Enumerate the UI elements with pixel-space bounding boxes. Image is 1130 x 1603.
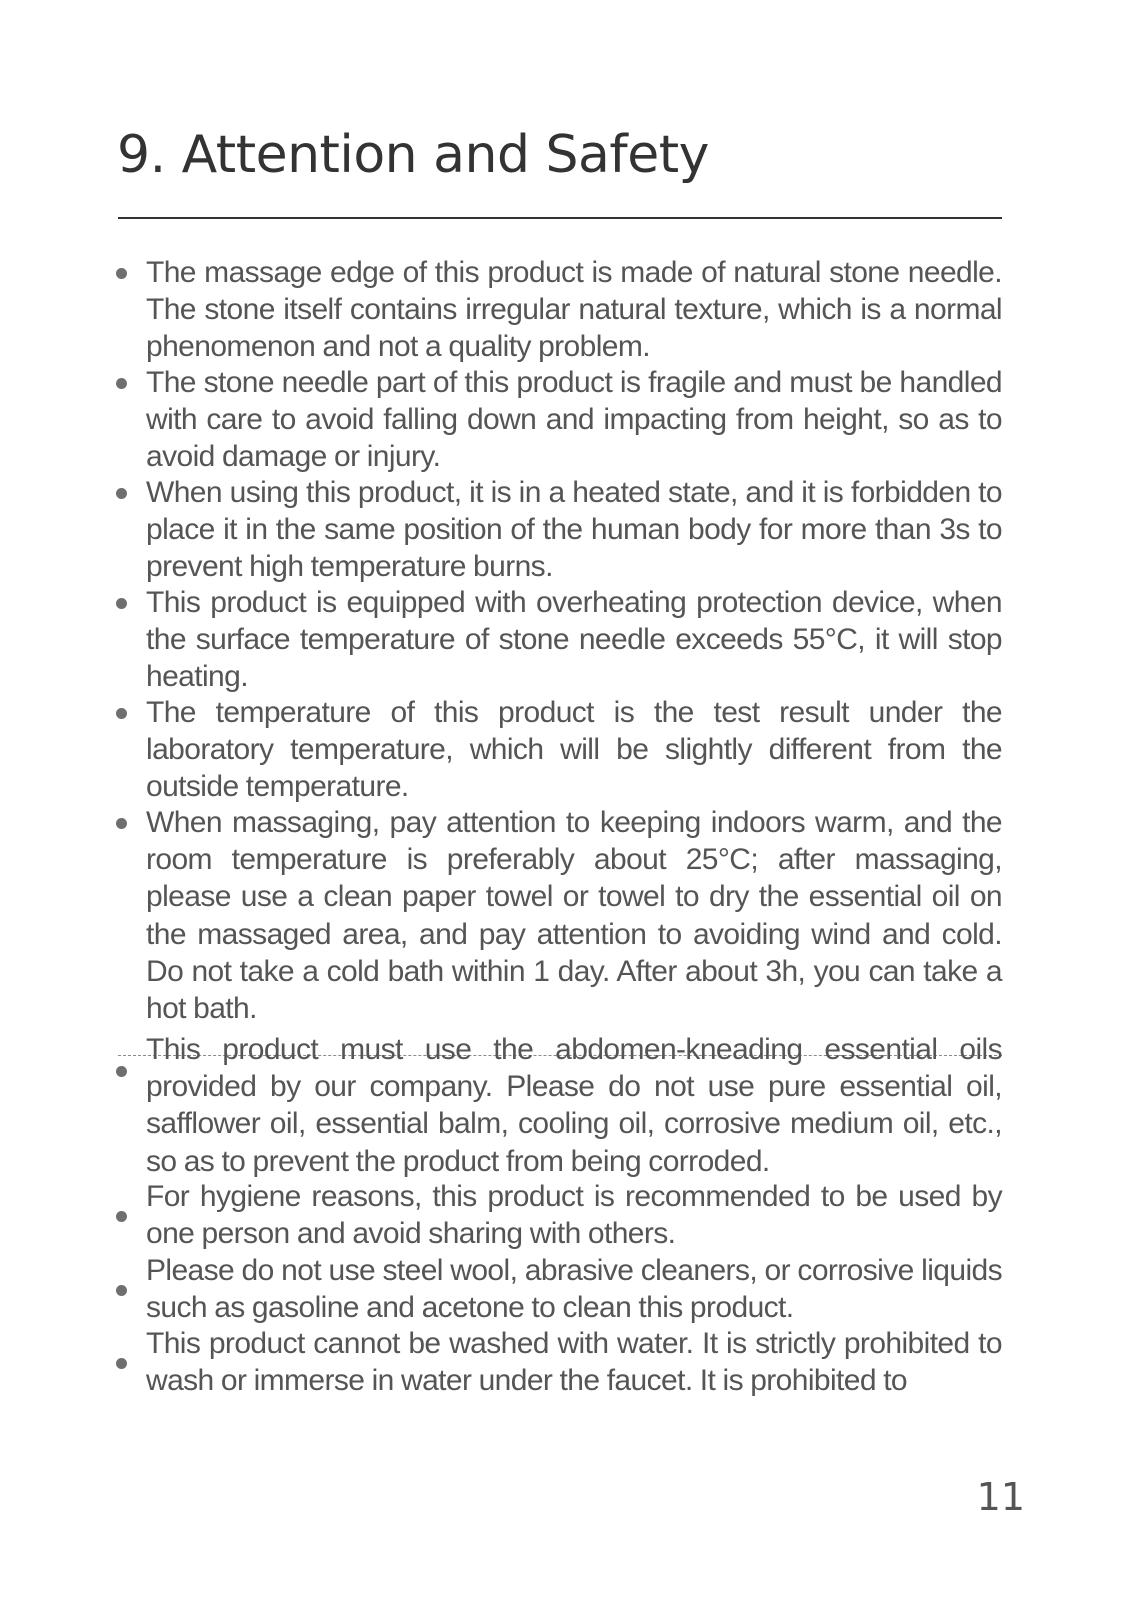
bullet-icon — [116, 268, 127, 279]
bullet-icon — [116, 598, 127, 609]
bullet-icon — [116, 1285, 127, 1296]
safety-item-text: The stone needle part of this product is fragile and must be handled with care to avoid falling down and impacting from height, so as to avoid damage or injury. — [146, 366, 1002, 474]
safety-item — [116, 364, 1002, 476]
bullet-icon — [116, 378, 127, 389]
safety-item-text: For hygiene reasons, this product is recommended to be used by one person and avoid sharing with others. — [146, 1180, 1002, 1251]
bullet-icon — [116, 1066, 127, 1077]
safety-item — [116, 1325, 1002, 1399]
safety-item-text: This product cannot be washed with water. It is strictly prohibited to wash or immerse in water under the faucet. It is prohibited to — [146, 1327, 1002, 1398]
bullet-icon — [116, 818, 127, 829]
safety-item-text: Please do not use steel wool, abrasive cleaners, or corrosive liquids such as gasoline and acetone to clean this product. — [146, 1254, 1002, 1325]
safety-item-text: The massage edge of this product is made of natural stone needle. The stone itself contains irregular natural texture, which is a normal phenomenon and not a quality problem. — [146, 256, 1002, 364]
safety-item-text: This product must use the abdomen-kneading essential oils provided by our company. Please do not use pure essential oil, safflower oil, essential balm, cooling oil, corrosive medium oil, etc., so as to prevent the product from being corroded. — [146, 1033, 1002, 1178]
safety-item-text: The temperature of this product is the test result under the laboratory temperature, which will be slightly different from the outside temperature. — [146, 696, 1002, 804]
bullet-icon — [116, 1358, 127, 1369]
safety-item — [116, 804, 1002, 1027]
safety-item — [116, 694, 1002, 806]
safety-item — [116, 1252, 1002, 1326]
safety-item-text: When using this product, it is in a heated state, and it is forbidden to place it in the same position of the human body for more than 3s to prevent high temperature burns. — [146, 476, 1002, 584]
safety-item — [116, 1178, 1002, 1252]
page-title: 9. Attention and Safety — [117, 125, 709, 185]
safety-item — [116, 474, 1002, 586]
safety-item-text: This product is equipped with overheating protection device, when the surface temperature of stone needle exceeds 55°C, it will stop heating. — [146, 586, 1002, 694]
safety-item — [116, 584, 1002, 696]
safety-item — [116, 1031, 1002, 1180]
bullet-icon — [116, 708, 127, 719]
bullet-icon — [116, 1211, 127, 1222]
safety-item-text: When massaging, pay attention to keeping indoors warm, and the room temperature is preferably about 25°C; after massaging, please use a clean paper towel or towel to dry the essential oil on the massaged area, and pay attention to avoiding wind and cold. Do not take a cold bath within 1 day. After about 3h, you can take a hot bath. — [146, 806, 1002, 1026]
bullet-icon — [116, 488, 127, 499]
page-number: 11 — [976, 1475, 1025, 1519]
safety-item — [116, 254, 1002, 366]
